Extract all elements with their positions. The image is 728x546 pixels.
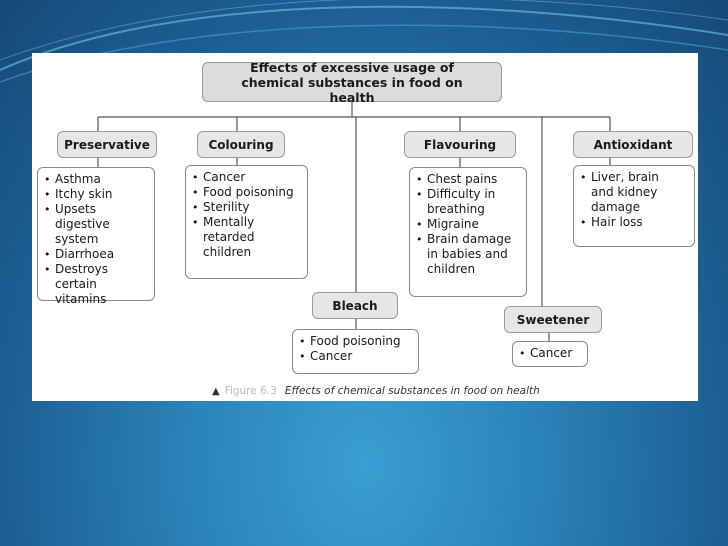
diagram-panel [32, 53, 698, 401]
category-colouring-header: Colouring [197, 131, 285, 158]
category-sweetener-header: Sweetener [504, 306, 602, 333]
effect-item: • Sterility [192, 200, 303, 215]
effect-list [186, 166, 307, 260]
category-colouring-effects [185, 165, 308, 279]
effect-item: • Hair loss [580, 215, 690, 230]
effect-item: • Upsets digestive system [44, 202, 150, 247]
effect-item: • Brain damage in babies and children [416, 232, 522, 277]
effect-item: • Liver, brain and kidney damage [580, 170, 690, 215]
effect-list [293, 330, 418, 364]
figure-caption [212, 385, 540, 397]
effect-item: • Cancer [299, 349, 414, 364]
triangle-icon: ▲ [212, 386, 220, 397]
effect-item: • Food poisoning [299, 334, 414, 349]
category-bleach-header: Bleach [312, 292, 398, 319]
effect-item: • Diarrhoea [44, 247, 150, 262]
effect-item: • Food poisoning [192, 185, 303, 200]
effect-list [38, 168, 154, 307]
category-antioxidant-effects [573, 165, 695, 247]
effect-item: • Cancer [519, 346, 583, 361]
category-preservative-header: Preservative [57, 131, 157, 158]
figure-label: Figure 6.3 [224, 385, 277, 397]
category-preservative-effects [37, 167, 155, 306]
effect-item: • Chest pains [416, 172, 522, 187]
effect-list [513, 342, 587, 361]
effect-item: • Mentally retarded children [192, 215, 303, 260]
diagram-title: Effects of excessive usage of chemical substances in food on health [202, 62, 502, 102]
category-sweetener-effects [512, 341, 588, 367]
effect-list [410, 168, 526, 277]
effect-item: • Itchy skin [44, 187, 150, 202]
caption-text: Effects of chemical substances in food on health [284, 385, 540, 397]
category-flavouring-effects [409, 167, 527, 297]
category-antioxidant-header: Antioxidant [573, 131, 693, 158]
category-flavouring-header: Flavouring [404, 131, 516, 158]
effect-item: • Difficulty in breathing [416, 187, 522, 217]
category-bleach-effects [292, 329, 419, 374]
effect-item: • Destroys certain vitamins [44, 262, 150, 307]
effect-list [574, 166, 694, 230]
effect-item: • Migraine [416, 217, 522, 232]
effect-item: • Asthma [44, 172, 150, 187]
effect-item: • Cancer [192, 170, 303, 185]
